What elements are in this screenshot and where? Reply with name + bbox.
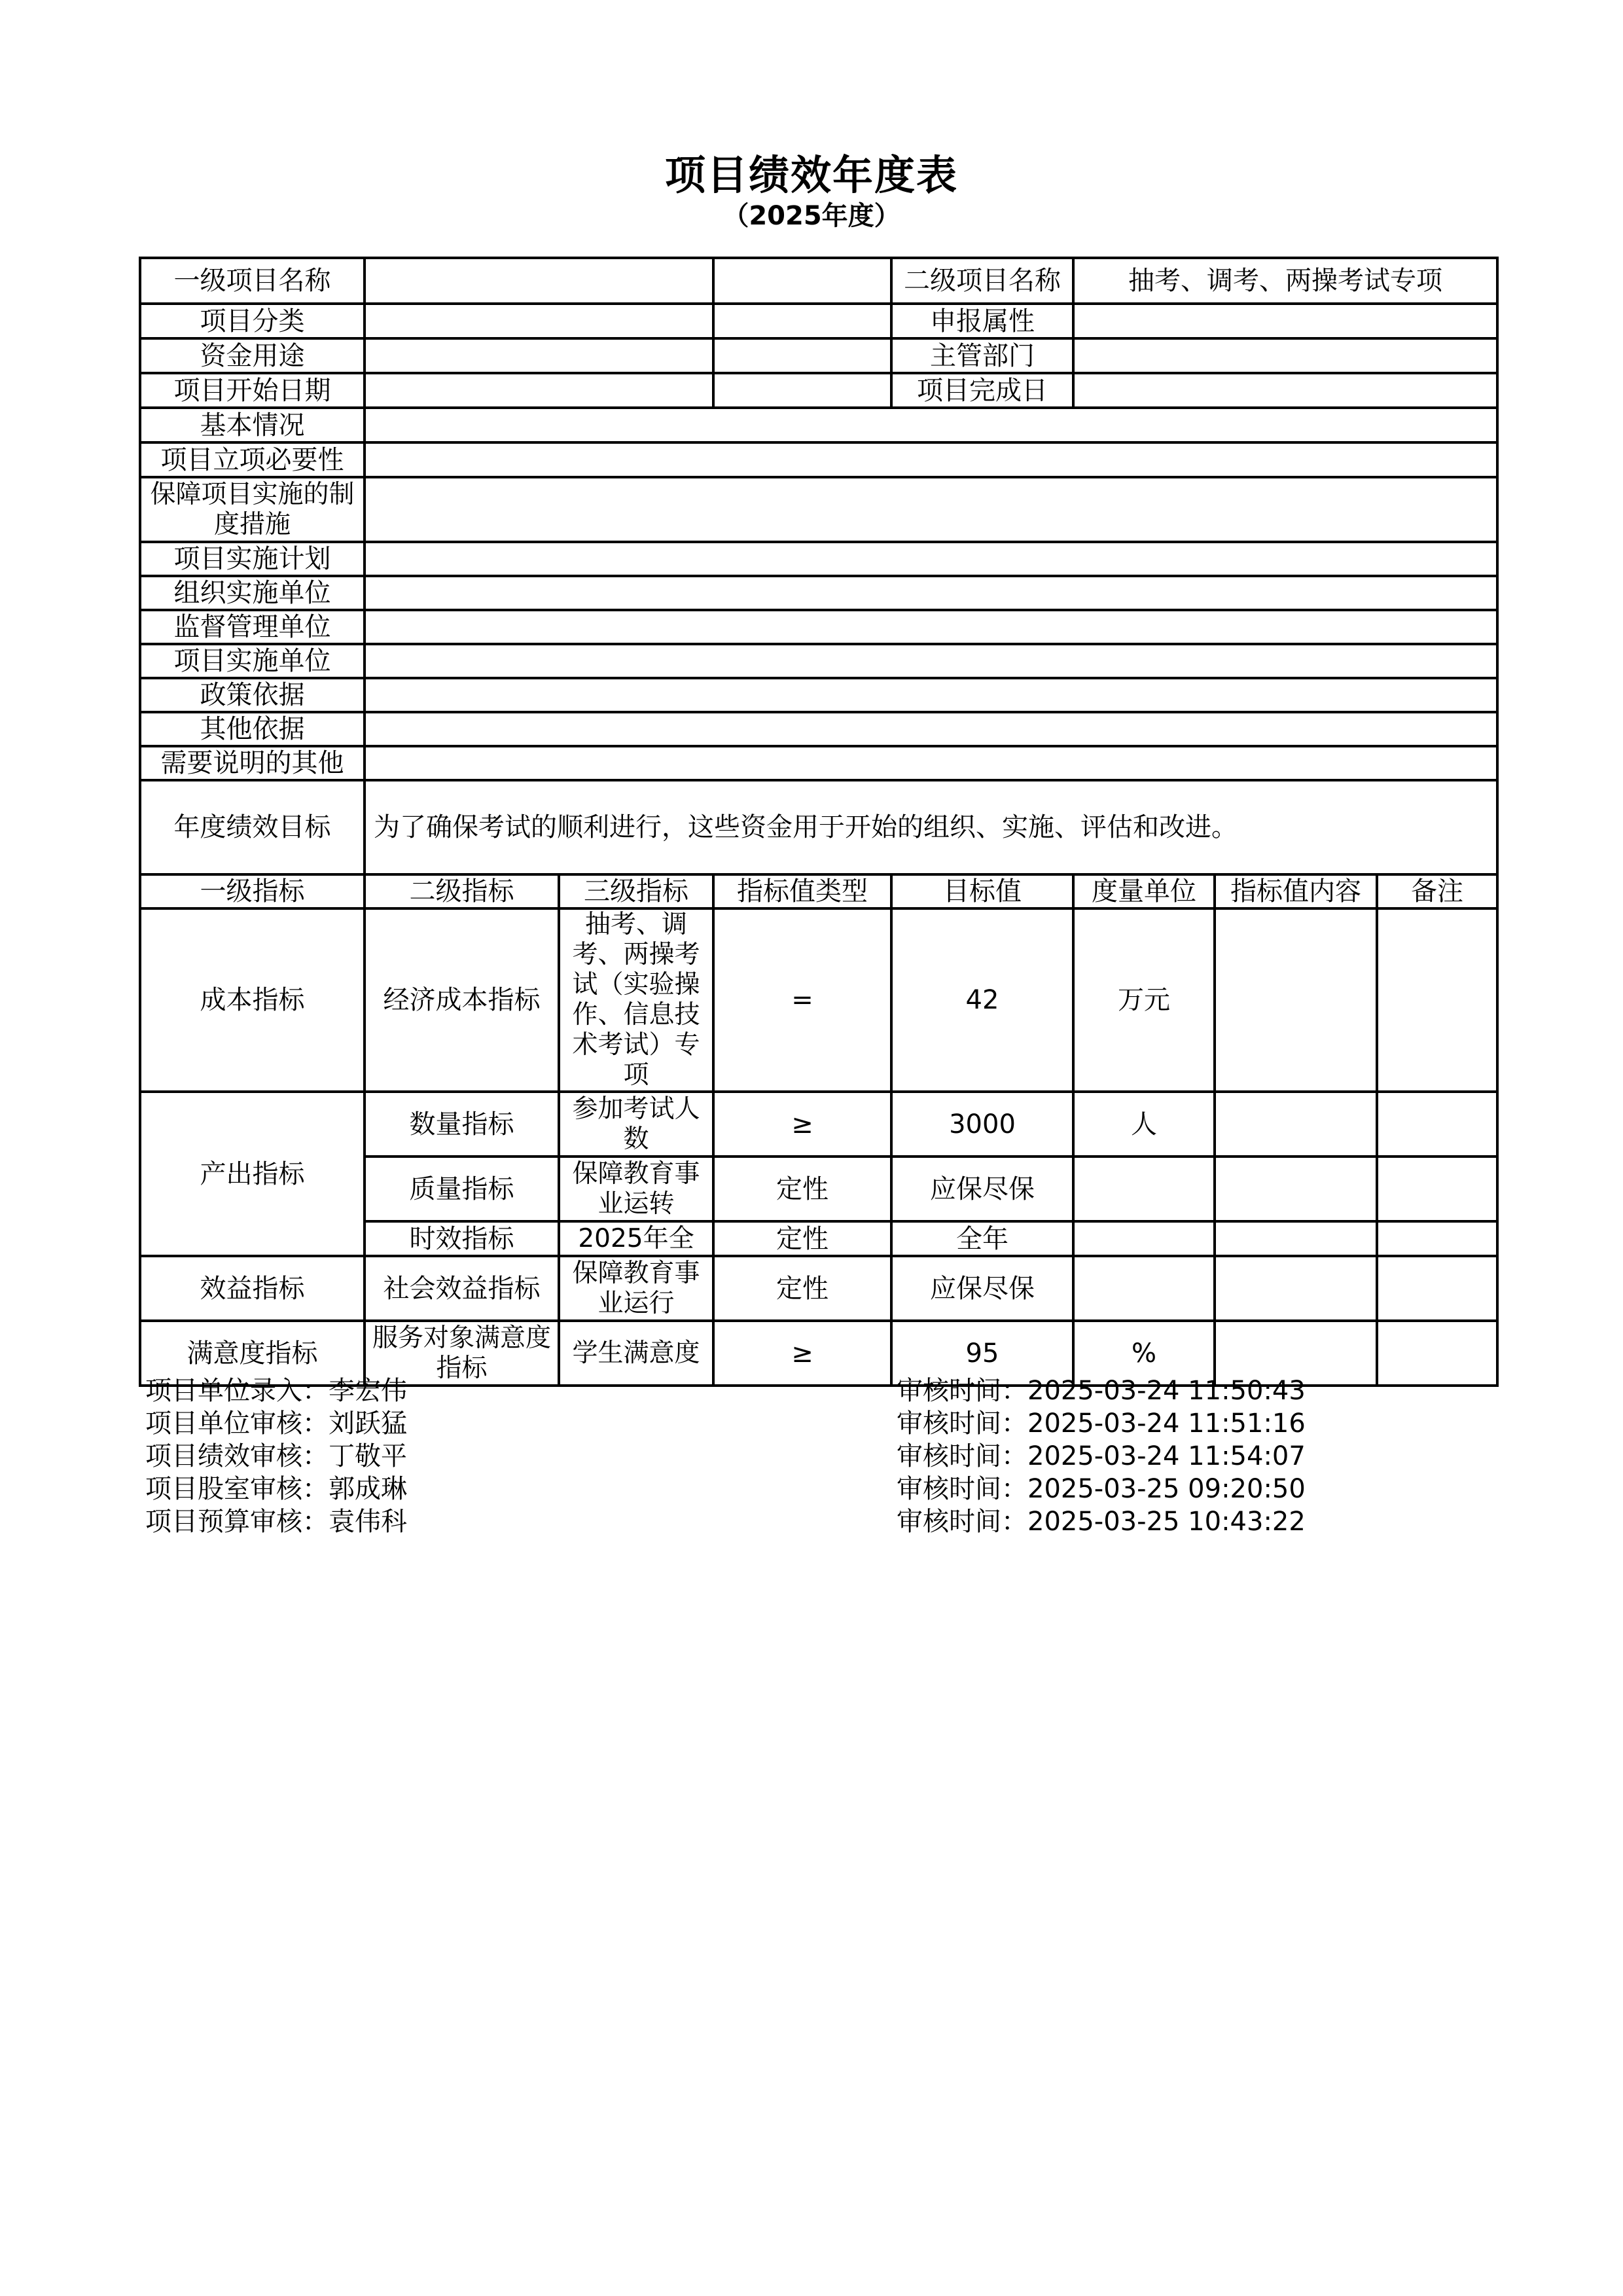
category-label: 项目分类: [140, 304, 365, 338]
start-date-label: 项目开始日期: [140, 373, 365, 408]
indicator-header: 三级指标: [559, 874, 713, 908]
fund-use-label: 资金用途: [140, 338, 365, 373]
l2-name-label: 二级项目名称: [891, 258, 1073, 304]
info-row-label: 保障项目实施的制度措施: [140, 477, 365, 542]
reviewer-row: [145, 1505, 407, 1538]
target-value: 应保尽保: [891, 1256, 1073, 1321]
report-attr-label: 申报属性: [891, 304, 1073, 338]
info-row-value: [365, 442, 1497, 477]
value-content: [1215, 1157, 1377, 1221]
reviewer-name: 袁伟科: [329, 1507, 407, 1537]
note: [1377, 1157, 1497, 1221]
reviewer-row: [145, 1374, 407, 1407]
review-time-label: 审核时间：: [897, 1408, 1027, 1439]
target-value: 3000: [891, 1092, 1073, 1157]
target-value: 42: [891, 908, 1073, 1092]
category-value: [365, 304, 713, 338]
reviewer-name: 李宏伟: [329, 1376, 407, 1406]
review-time-row: [897, 1440, 1306, 1473]
reviewer-name: 刘跃猛: [329, 1408, 407, 1439]
value-type: ≥: [713, 1092, 891, 1157]
review-time-row: [897, 1374, 1306, 1407]
review-time: 2025-03-24 11:51:16: [1027, 1408, 1306, 1439]
l1-name-label: 一级项目名称: [140, 258, 365, 304]
l2-indicator: 质量指标: [365, 1157, 559, 1221]
note: [1377, 1092, 1497, 1157]
info-row-label: 其他依据: [140, 712, 365, 746]
target-value: 全年: [891, 1221, 1073, 1256]
l1-indicator: 产出指标: [140, 1092, 365, 1256]
review-time-label: 审核时间：: [897, 1441, 1027, 1471]
indicator-header: 一级指标: [140, 874, 365, 908]
unit: [1073, 1221, 1215, 1256]
unit: [1073, 1256, 1215, 1321]
reviewer-role: 项目单位录入：: [145, 1376, 329, 1406]
review-time: 2025-03-24 11:50:43: [1027, 1376, 1306, 1406]
info-row-label: 项目立项必要性: [140, 442, 365, 477]
review-time-row: [897, 1407, 1306, 1440]
l1-indicator: 满意度指标: [140, 1321, 365, 1386]
end-date-label: 项目完成日: [891, 373, 1073, 408]
indicator-header: 指标值类型: [713, 874, 891, 908]
indicator-header: 备注: [1377, 874, 1497, 908]
l1-name-extra: [713, 258, 891, 304]
info-row-label: 项目实施计划: [140, 542, 365, 576]
goal-value: 为了确保考试的顺利进行，这些资金用于开始的组织、实施、评估和改进。: [365, 780, 1497, 874]
reviewer-row: [145, 1407, 407, 1440]
value-type: ≥: [713, 1321, 891, 1386]
l2-indicator: 时效指标: [365, 1221, 559, 1256]
value-type: =: [713, 908, 891, 1092]
info-row-value: [365, 610, 1497, 644]
fund-use-value: [365, 338, 713, 373]
l3-indicator: 保障教育事业运行: [559, 1256, 713, 1321]
review-time: 2025-03-25 10:43:22: [1027, 1507, 1306, 1537]
l2-indicator: 社会效益指标: [365, 1256, 559, 1321]
indicator-header: 指标值内容: [1215, 874, 1377, 908]
indicator-header: 目标值: [891, 874, 1073, 908]
note: [1377, 1256, 1497, 1321]
value-content: [1215, 1256, 1377, 1321]
unit: 人: [1073, 1092, 1215, 1157]
reviewer-name: 丁敬平: [329, 1441, 407, 1471]
l2-indicator: 服务对象满意度指标: [365, 1321, 559, 1386]
review-time: 2025-03-25 09:20:50: [1027, 1474, 1306, 1504]
note: [1377, 1221, 1497, 1256]
info-row-value: [365, 678, 1497, 712]
fund-use-extra: [713, 338, 891, 373]
reviewer-row: [145, 1473, 407, 1505]
value-type: 定性: [713, 1256, 891, 1321]
value-content: [1215, 1092, 1377, 1157]
value-content: [1215, 1221, 1377, 1256]
report-attr-value: [1073, 304, 1497, 338]
reviewer-role: 项目单位审核：: [145, 1408, 329, 1439]
l1-indicator: 效益指标: [140, 1256, 365, 1321]
target-value: 95: [891, 1321, 1073, 1386]
review-time: 2025-03-24 11:54:07: [1027, 1441, 1306, 1471]
review-time-label: 审核时间：: [897, 1507, 1027, 1537]
reviewer-name: 郭成琳: [329, 1474, 407, 1504]
info-row-label: 基本情况: [140, 408, 365, 442]
dept-label: 主管部门: [891, 338, 1073, 373]
l3-indicator: 抽考、调考、两操考试（实验操作、信息技术考试）专项: [559, 908, 713, 1092]
value-content: [1215, 908, 1377, 1092]
info-row-label: 项目实施单位: [140, 644, 365, 678]
l3-indicator: 学生满意度: [559, 1321, 713, 1386]
info-row-value: [365, 712, 1497, 746]
start-date-extra: [713, 373, 891, 408]
start-date-value: [365, 373, 713, 408]
info-row-value: [365, 746, 1497, 780]
info-row-value: [365, 408, 1497, 442]
info-row-label: 政策依据: [140, 678, 365, 712]
target-value: 应保尽保: [891, 1157, 1073, 1221]
info-row-label: 需要说明的其他: [140, 746, 365, 780]
info-row-value: [365, 542, 1497, 576]
l1-name-value: [365, 258, 713, 304]
reviewer-list: [145, 1374, 407, 1538]
info-row-value: [365, 477, 1497, 542]
dept-value: [1073, 338, 1497, 373]
unit: [1073, 1157, 1215, 1221]
indicator-header: 二级指标: [365, 874, 559, 908]
review-time-label: 审核时间：: [897, 1376, 1027, 1406]
note: [1377, 1321, 1497, 1386]
l2-indicator: 经济成本指标: [365, 908, 559, 1092]
page-subtitle: （2025年度）: [722, 201, 901, 231]
page-title: 项目绩效年度表: [664, 151, 958, 199]
reviewer-row: [145, 1440, 407, 1473]
note: [1377, 908, 1497, 1092]
review-time-list: [897, 1374, 1306, 1538]
reviewer-role: 项目绩效审核：: [145, 1441, 329, 1471]
unit: 万元: [1073, 908, 1215, 1092]
end-date-value: [1073, 373, 1497, 408]
l2-indicator: 数量指标: [365, 1092, 559, 1157]
l3-indicator: 保障教育事业运转: [559, 1157, 713, 1221]
l3-indicator: 参加考试人数: [559, 1092, 713, 1157]
info-row-value: [365, 576, 1497, 610]
category-extra: [713, 304, 891, 338]
performance-form-table: [139, 257, 1499, 1387]
info-row-value: [365, 644, 1497, 678]
indicator-header: 度量单位: [1073, 874, 1215, 908]
unit: %: [1073, 1321, 1215, 1386]
value-type: 定性: [713, 1221, 891, 1256]
reviewer-role: 项目预算审核：: [145, 1507, 329, 1537]
l3-indicator: 2025年全: [559, 1221, 713, 1256]
info-row-label: 组织实施单位: [140, 576, 365, 610]
l2-name-value: 抽考、调考、两操考试专项: [1073, 258, 1497, 304]
l1-indicator: 成本指标: [140, 908, 365, 1092]
review-time-row: [897, 1505, 1306, 1538]
info-row-label: 监督管理单位: [140, 610, 365, 644]
value-type: 定性: [713, 1157, 891, 1221]
reviewer-role: 项目股室审核：: [145, 1474, 329, 1504]
review-time-label: 审核时间：: [897, 1474, 1027, 1504]
goal-label: 年度绩效目标: [140, 780, 365, 874]
review-time-row: [897, 1473, 1306, 1505]
